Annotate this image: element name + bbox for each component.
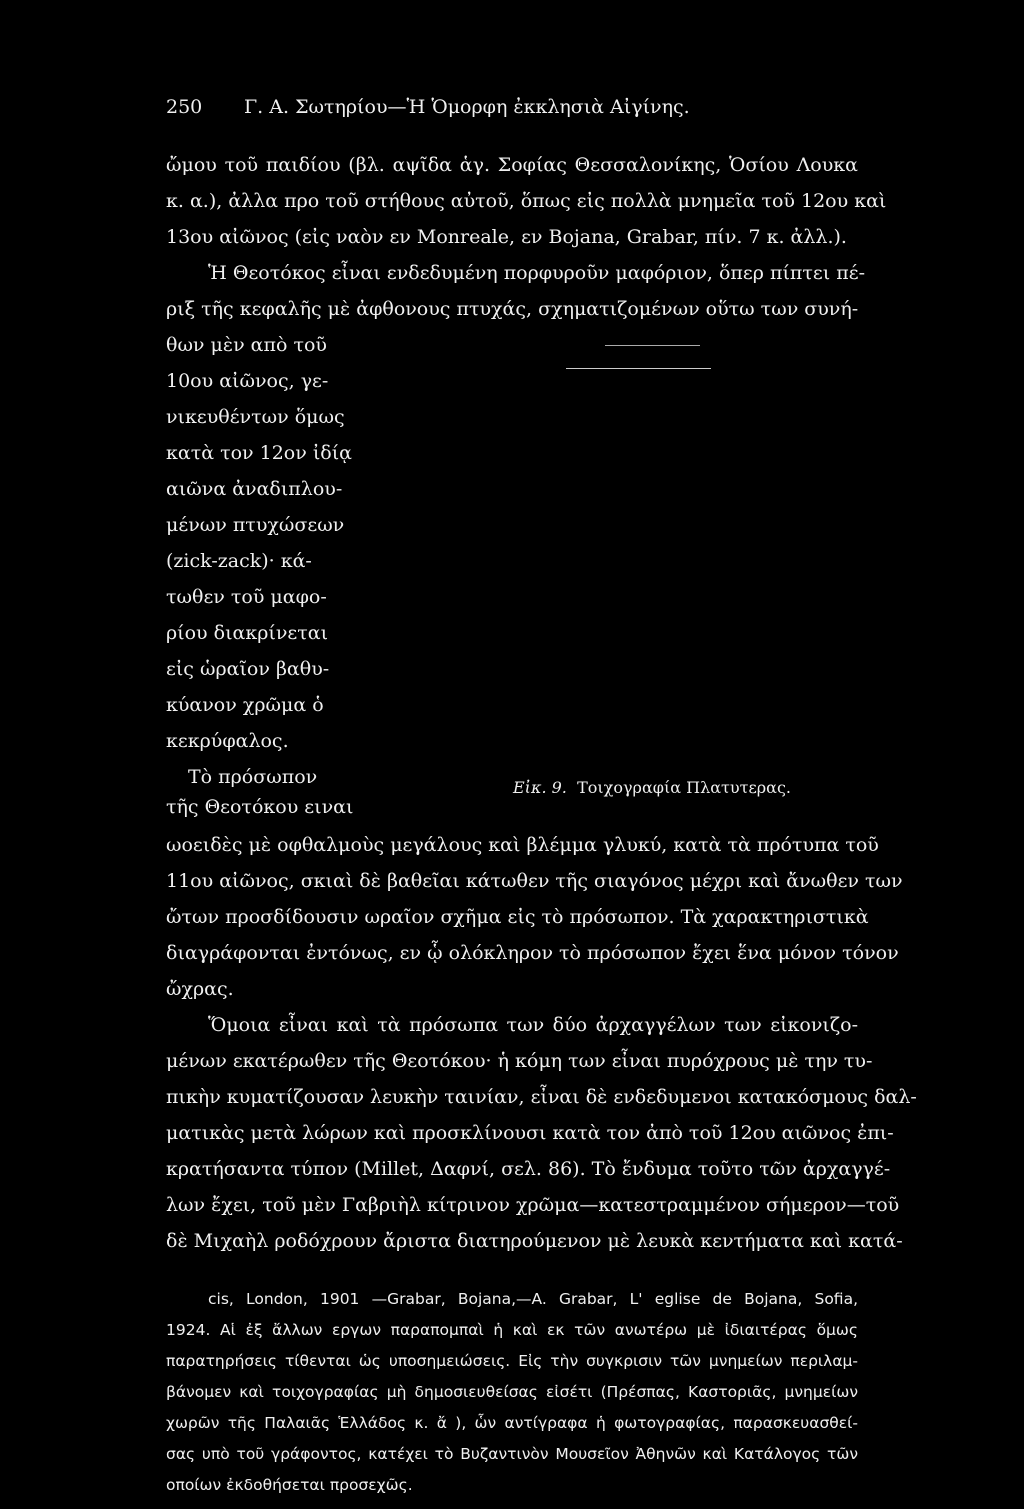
footnote-line: χωρῶν τῆς Παλαιᾶς Ἑλλάδος κ. ἄ ), ὧν αντίγραφα ἡ φωτογραφίας, παρασκευασθεί- [166, 1414, 858, 1432]
caption-text: Τοιχογραφία Πλατυτερας. [577, 778, 791, 797]
body-line: ὤμου τοῦ παιδίου (βλ. αψῖδα ἁγ. Σοφίας Θεσσαλονίκης, Ὁσίου Λουκα [166, 154, 858, 176]
footnote-line: παρατηρήσεις τίθενται ὡς υποσημειώσεις. Εἰς τὴν συγκρισιν τῶν μνημείων περιλαμ- [166, 1352, 858, 1370]
body-line: λων ἔχει, τοῦ μὲν Γαβριὴλ κίτρινον χρῶμα—κατεστραμμένον σήμερον—τοῦ [166, 1194, 900, 1216]
narrow-line: τωθεν τοῦ μαφο- [166, 586, 327, 608]
narrow-line: Τὸ πρόσωπον [188, 766, 318, 788]
body-line: ριξ τῆς κεφαλῆς μὲ ἀφθονους πτυχάς, σχηματιζομένων οὕτω των συνή- [166, 298, 859, 320]
narrow-line: νικευθέντων ὅμως [166, 406, 345, 428]
footnote-line: σας υπὸ τοῦ γράφοντος, κατέχει τὸ Βυζαντινὸν Μουσεῖον Ἀθηνῶν καὶ Κατάλογος τῶν [166, 1445, 858, 1463]
body-line: θων μὲν απὸ τοῦ [166, 334, 327, 356]
narrow-line: ρίου διακρίνεται [166, 622, 329, 644]
narrow-line: τῆς Θεοτόκου ειναι [166, 796, 354, 818]
footnote-line: οποίων ἐκδοθήσεται προσεχῶς. [166, 1476, 413, 1494]
body-line: ὤχρας. [166, 978, 234, 1000]
body-line: μένων εκατέρωθεν τῆς Θεοτόκου· ἡ κόμη των εἶναι πυρόχρους μὲ την τυ- [166, 1050, 873, 1072]
footnote-line: βάνομεν καὶ τοιχογραφίας μὴ δημοσιευθείσας εἰσέτι (Πρέσπας, Καστοριᾶς, μνημείων [166, 1383, 858, 1401]
narrow-line: αιῶνα ἀναδιπλου- [166, 478, 343, 500]
narrow-line: κύανον χρῶμα ὁ [166, 694, 324, 716]
running-title: Γ. Α. Σωτηρίου—Ἡ Ὁμορφη ἐκκλησιὰ Αἰγίνης. [244, 96, 690, 118]
page-header [166, 96, 690, 118]
body-line: ὤτων προσδίδουσιν ωραῖον σχῆμα εἰς τὸ πρόσωπον. Τὰ χαρακτηριστικὰ [166, 906, 869, 928]
body-line: κ. α.), ἀλλα προ τοῦ στήθους αὐτοῦ, ὅπως εἰς πολλὰ μνημεῖα τοῦ 12ου καὶ [166, 190, 887, 212]
figure-caption [513, 778, 791, 797]
body-line: 13ου αἰῶνος (εἰς ναὸν εν Monreale, εν Bojana, Grabar, πίν. 7 κ. ἀλλ.). [166, 226, 847, 248]
narrow-line: κατὰ τον 12ον ἰδίᾳ [166, 442, 353, 464]
body-line: 11ου αἰῶνος, σκιαὶ δὲ βαθεῖαι κάτωθεν τῆς σιαγόνος μέχρι καὶ ἄνωθεν των [166, 870, 903, 892]
narrow-line: εἰς ὡραῖον βαθυ- [166, 658, 330, 680]
figure-rule [566, 368, 711, 369]
body-line: κρατήσαντα τύπον (Millet, Δαφνί, σελ. 86). Τὸ ἔνδυμα τοῦτο τῶν ἀρχαγγέ- [166, 1158, 891, 1180]
body-line: ματικὰς μετὰ λώρων καὶ προσκλίνουσι κατὰ τον ἀπὸ τοῦ 12ου αιῶνος ἐπι- [166, 1122, 894, 1144]
footnote-line: cis, London, 1901 —Grabar, Bojana,—A. Grabar, L' eglise de Bojana, Sofia, [208, 1290, 858, 1308]
body-line: Ἡ Θεοτόκος εἶναι ενδεδυμένη πορφυροῦν μαφόριον, ὅπερ πίπτει πέ- [208, 262, 865, 284]
figure-image [440, 340, 858, 695]
narrow-line: (zick-zack)· κά- [166, 550, 312, 572]
body-line: Ὅμοια εἶναι καὶ τὰ πρόσωπα των δύο ἀρχαγγέλων των εἰκονιζο- [208, 1014, 858, 1036]
body-line: δὲ Μιχαὴλ ροδόχρουν ἄριστα διατηρούμενον μὲ λευκὰ κεντήματα καὶ κατά- [166, 1230, 903, 1252]
body-line: πικὴν κυματίζουσαν λευκὴν ταινίαν, εἶναι δὲ ενδεδυμενοι κατακόσμους δαλ- [166, 1086, 917, 1108]
body-line: διαγράφονται ἐντόνως, εν ᾧ ολόκληρον τὸ πρόσωπον ἔχει ἕνα μόνον τόνον [166, 942, 899, 964]
page-number: 250 [166, 96, 203, 118]
body-line: ωοειδὲς μὲ οφθαλμοὺς μεγάλους καὶ βλέμμα γλυκύ, κατὰ τὰ πρότυπα τοῦ [166, 834, 879, 856]
figure-rule [605, 345, 700, 346]
caption-label: Εἰκ. 9. [513, 778, 567, 797]
narrow-line: κεκρύφαλος. [166, 730, 289, 752]
narrow-line: μένων πτυχώσεων [166, 514, 345, 536]
footnote-line: 1924. Αἱ ἐξ ἄλλων εργων παραπομπαὶ ἡ καὶ εκ τῶν ανωτέρω μὲ ἰδιαιτέρας ὅμως [166, 1321, 858, 1339]
narrow-line: 10ου αἰῶνος, γε- [166, 370, 329, 392]
